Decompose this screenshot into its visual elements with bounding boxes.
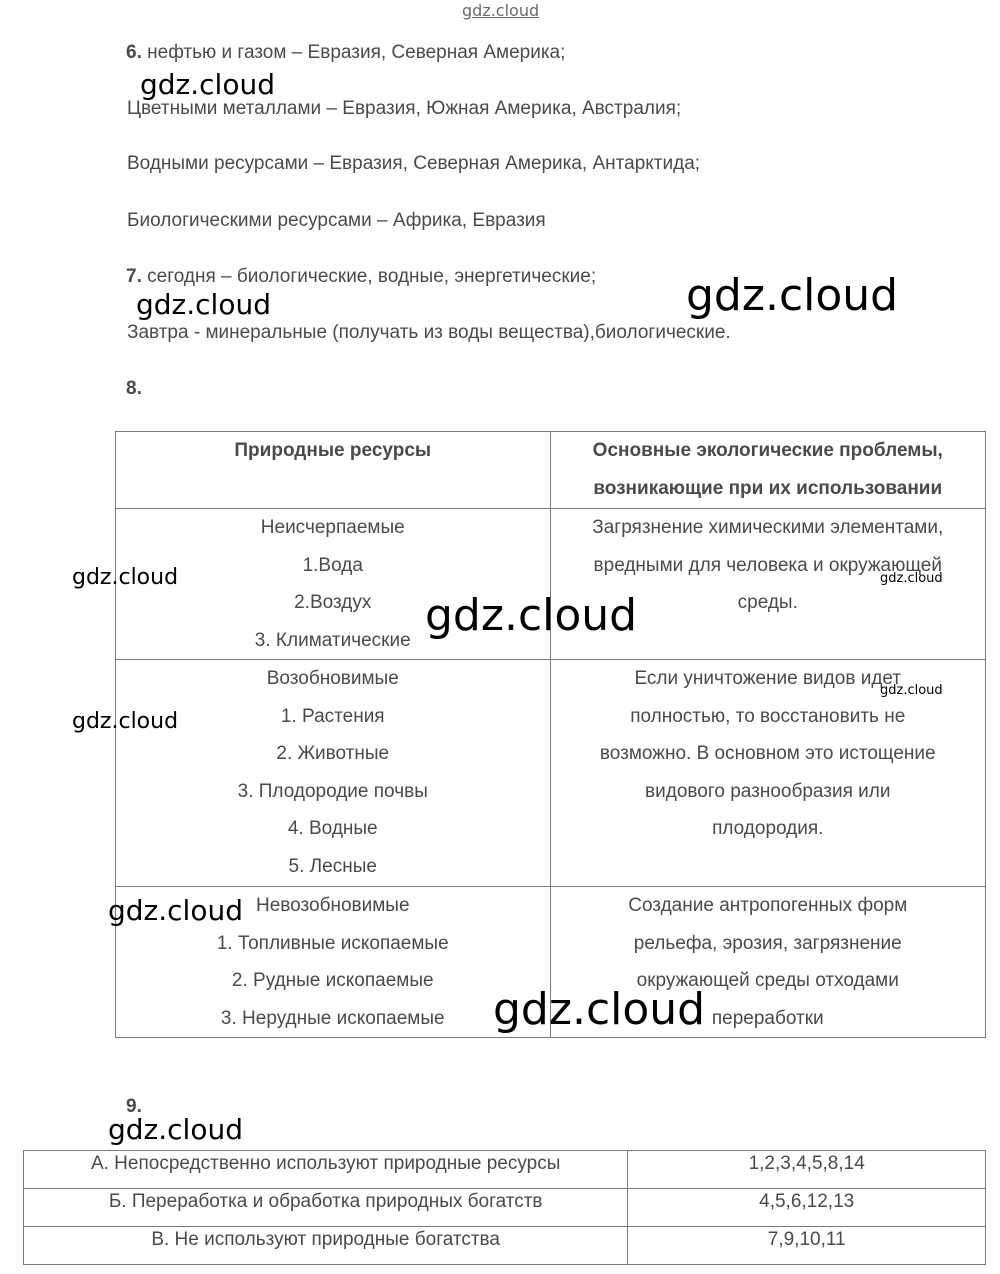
q6-line4: Биологическими ресурсами – Африка, Евразия	[127, 210, 546, 231]
list-item: 3. Климатические	[254, 629, 411, 651]
watermark: gdz.cloud	[72, 565, 179, 590]
table-header-row	[116, 432, 986, 509]
list-item: 1.Вода	[302, 554, 363, 576]
resources-table	[115, 431, 986, 1038]
list-item: Неисчерпаемые	[260, 517, 405, 538]
q6-line3: Водными ресурсами – Евразия, Северная Америка, Антарктида;	[127, 153, 701, 174]
watermark-top: gdz.cloud	[462, 1, 540, 20]
q7-line1	[126, 266, 596, 288]
value-cell: 7,9,10,11	[628, 1227, 986, 1265]
economy-table	[23, 1150, 986, 1265]
watermark: gdz.cloud	[108, 894, 243, 927]
text-line: переработки	[711, 1007, 824, 1029]
list-item: 1. Растения	[280, 705, 385, 727]
category-cell: Б. Переработка и обработка природных богатств	[24, 1189, 628, 1227]
q6-text-1: нефтью и газом – Евразия, Северная Америка;	[147, 42, 566, 63]
list-item: 5. Лесные	[288, 855, 377, 877]
table-row	[116, 660, 986, 887]
q6-line1	[126, 42, 565, 64]
watermark: gdz.cloud	[136, 288, 271, 321]
list-item: 3. Нерудные ископаемые	[220, 1007, 445, 1029]
text-line: возможно. В основном это истощение	[599, 743, 936, 764]
watermark: gdz.cloud	[880, 683, 943, 698]
text-line: плодородия.	[712, 818, 824, 839]
header-right-line1: Основные экологические проблемы,	[592, 440, 943, 461]
list-item: 4. Водные	[287, 818, 378, 839]
value-cell: 4,5,6,12,13	[628, 1189, 986, 1227]
q6-line2: Цветными металлами – Евразия, Южная Америка, Австралия;	[127, 98, 682, 119]
watermark: gdz.cloud	[140, 68, 275, 101]
text-line: окружающей среды отходами	[636, 970, 899, 991]
q9-number: 9.	[126, 1096, 142, 1117]
watermark: gdz.cloud	[108, 1113, 243, 1146]
list-item: 2.Воздух	[294, 592, 372, 613]
text-line: рельефа, эрозия, загрязнение	[633, 932, 902, 954]
watermark: gdz.cloud	[493, 984, 706, 1035]
header-problems	[550, 432, 986, 509]
text-line: Если уничтожение видов идет	[634, 668, 902, 689]
list-item: 1. Топливные ископаемые	[216, 932, 449, 954]
list-item: Невозобновимые	[255, 895, 410, 916]
q7-text-1: сегодня – биологические, водные, энергетические;	[147, 266, 597, 287]
text-line: Создание антропогенных форм	[628, 895, 908, 916]
list-item: Возобновимые	[266, 668, 399, 689]
list-item: 2. Животные	[276, 743, 390, 764]
value-cell: 1,2,3,4,5,8,14	[628, 1151, 986, 1189]
table-row	[24, 1151, 986, 1189]
list-item: 2. Рудные ископаемые	[231, 970, 434, 991]
watermark: gdz.cloud	[425, 590, 638, 641]
text-line: видового разнообразия или	[645, 780, 891, 802]
watermark: gdz.cloud	[686, 270, 899, 321]
category-cell: В. Не используют природные богатства	[24, 1227, 628, 1265]
q7-line2: Завтра - минеральные (получать из воды вещества),биологические.	[127, 322, 731, 343]
header-left-text: Природные ресурсы	[234, 440, 432, 461]
q8-number: 8.	[126, 378, 142, 399]
table-row	[24, 1189, 986, 1227]
watermark: gdz.cloud	[880, 571, 943, 586]
resource-cell	[116, 660, 551, 887]
q7-number: 7.	[126, 266, 142, 287]
header-resources	[116, 432, 551, 509]
header-right-line2: возникающие при их использовании	[593, 477, 943, 499]
q6-number: 6.	[126, 42, 142, 63]
watermark: gdz.cloud	[72, 709, 179, 734]
text-line: среды.	[737, 592, 798, 613]
text-line: Загрязнение химическими элементами,	[592, 517, 944, 538]
text-line: полностью, то восстановить не	[630, 705, 906, 727]
list-item: 3. Плодородие почвы	[237, 780, 428, 802]
text-line: вредными для человека и окружающей	[593, 554, 942, 576]
category-cell: А. Непосредственно используют природные ресурсы	[24, 1151, 628, 1189]
table-row	[24, 1227, 986, 1265]
